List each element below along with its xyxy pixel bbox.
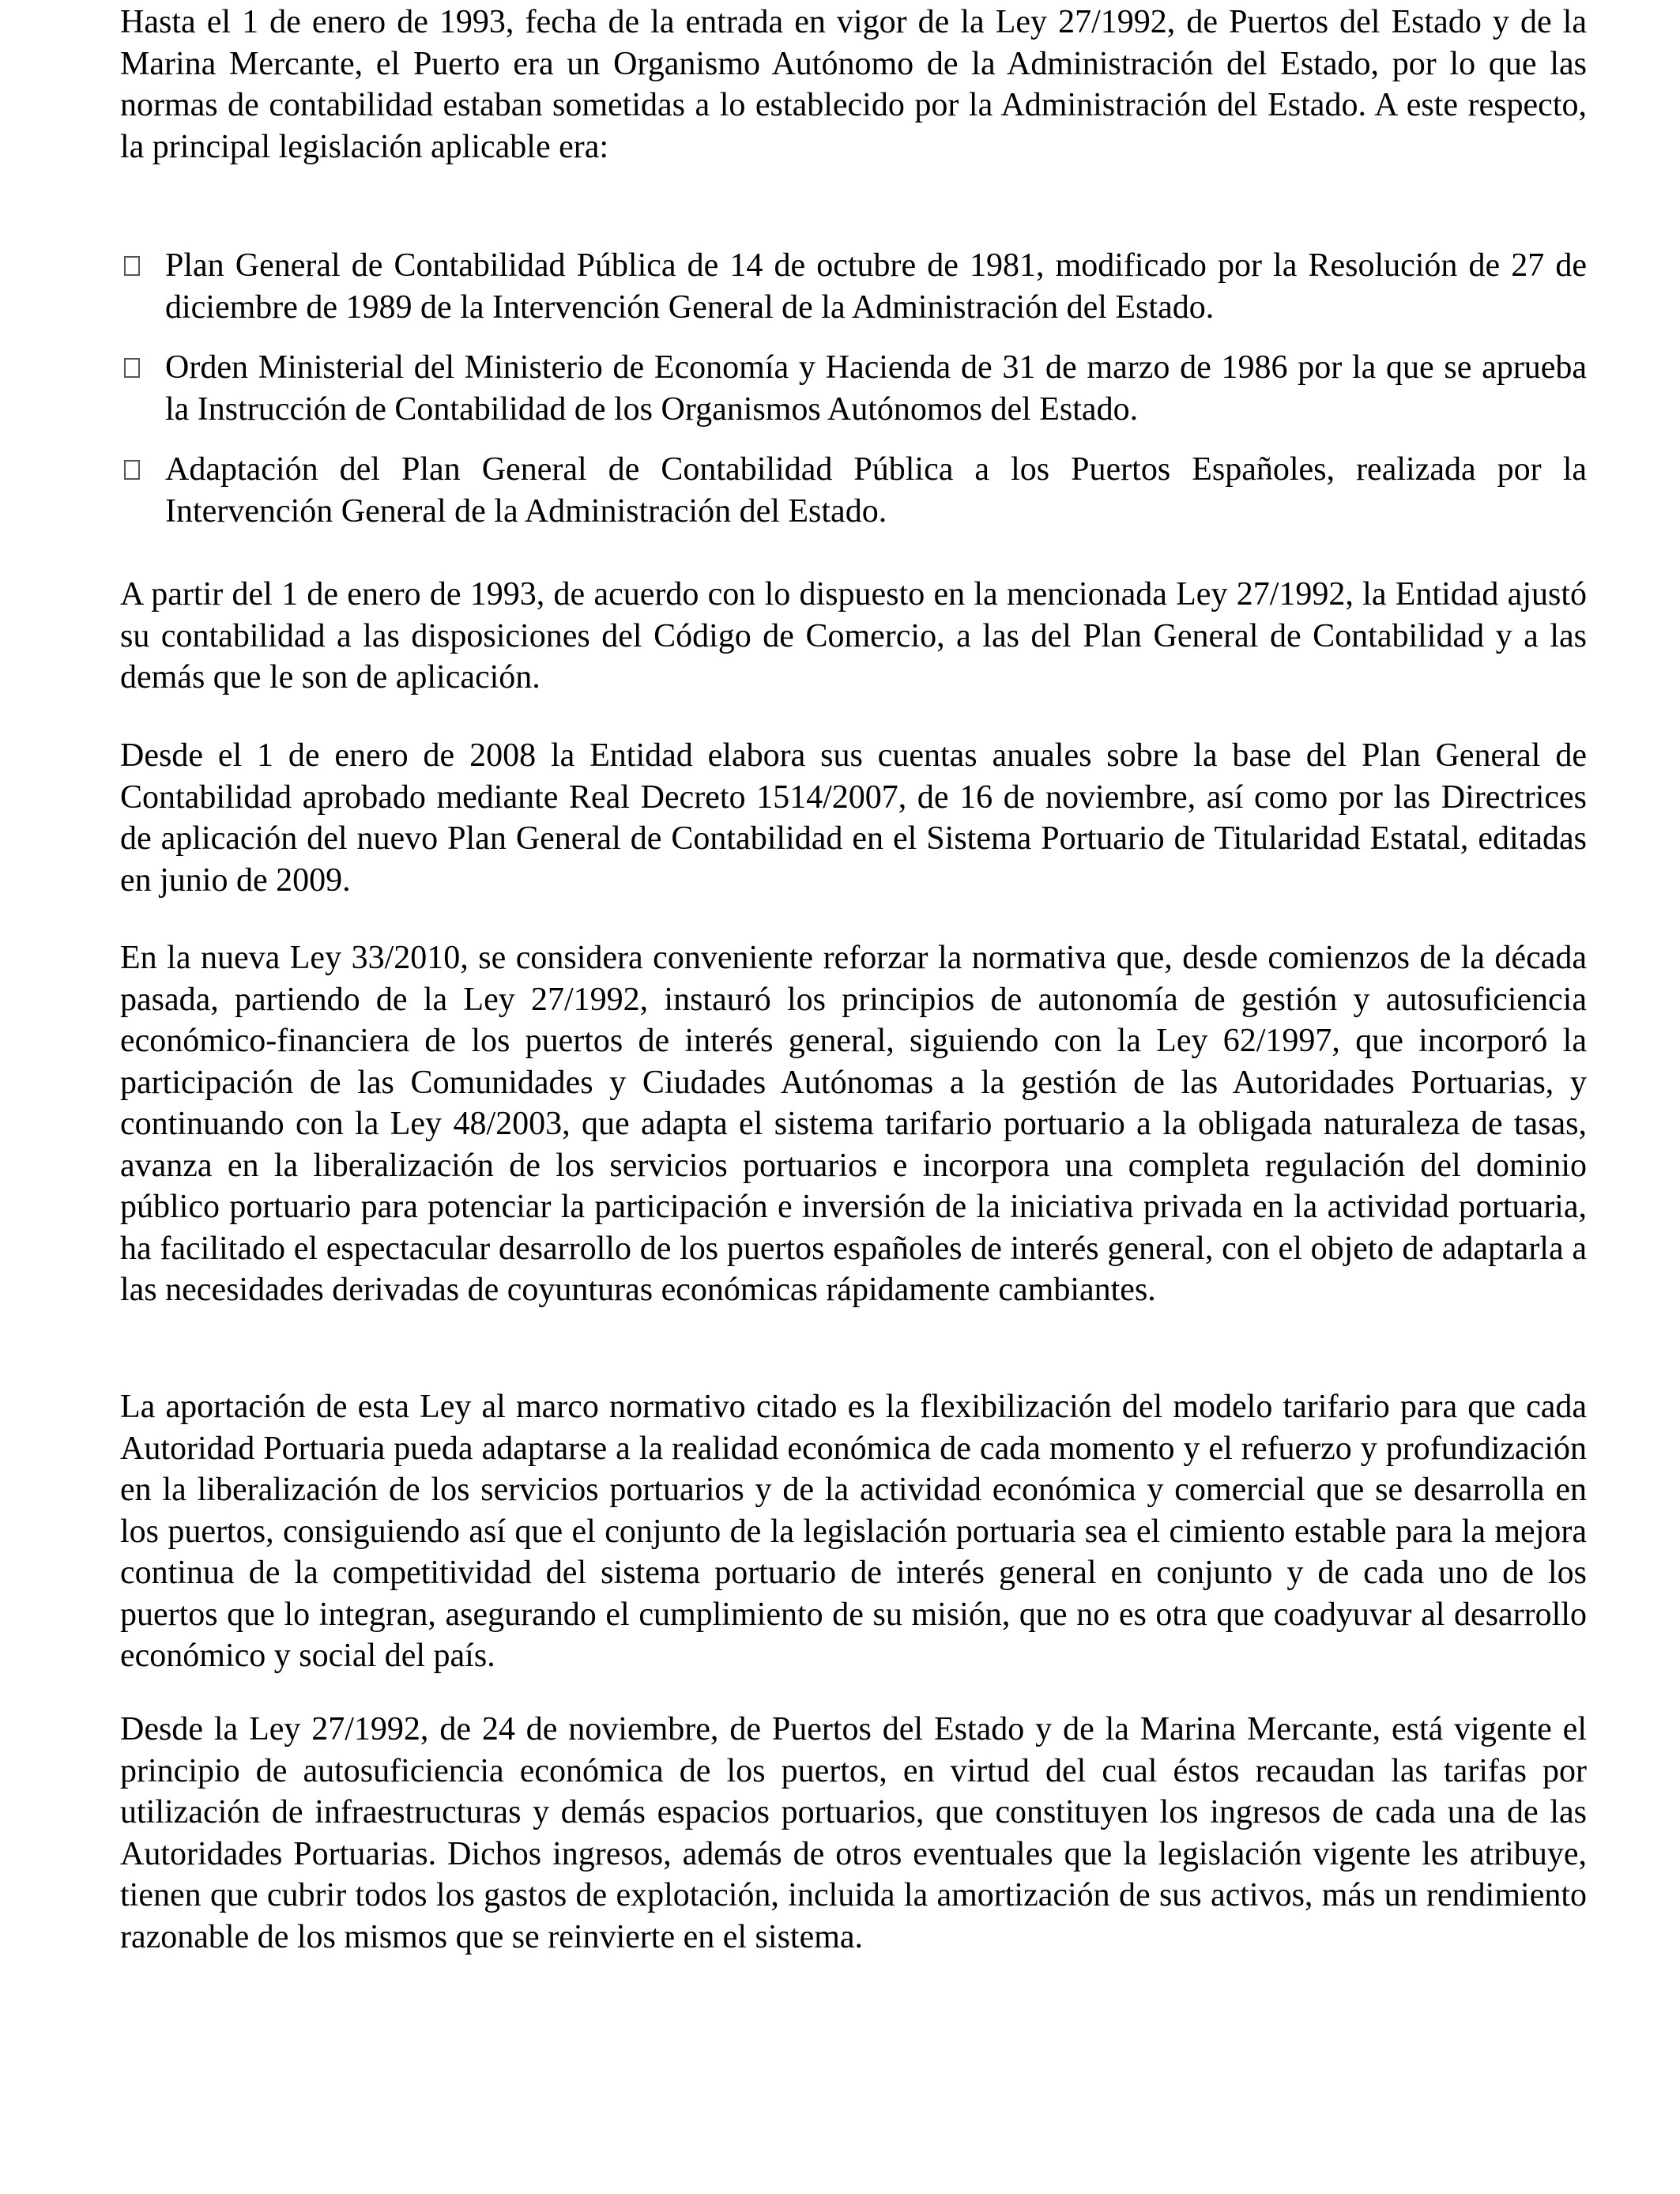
bullet-box-icon [124, 256, 140, 276]
list-item-text: Plan General de Contabilidad Pública de 14 de octubre de 1981, modificado por la Resolución de 27 de diciembre de 1989 de la Intervención General de la Administración del Estado. [165, 247, 1587, 326]
list-item [120, 347, 1587, 430]
paragraph-self-sufficiency: Desde la Ley 27/1992, de 24 de noviembre, de Puertos del Estado y de la Marina Mercante, está vigente el principio de autosuficiencia económica de los puertos, en virtud del cual éstos recaudan las tarifas por utilización de infraestructuras y demás espacios portuarios, que constituyen los ingresos de cada una de las Autoridades Portuarias. Dichos ingresos, además de otros eventuales que la legislación vigente les atribuye, tienen que cubrir todos los gastos de explotación, incluida la amortización de sus activos, más un rendimiento razonable de los mismos que se reinvierte en el sistema. [120, 1711, 1587, 1955]
paragraph-1993-adjustment: A partir del 1 de enero de 1993, de acuerdo con lo dispuesto en la mencionada Ley 27/1992, la Entidad ajustó su contabilidad a las disposiciones del Código de Comercio, a las del Plan General de Contabilidad y a las demás que le son de aplicación. [120, 576, 1587, 696]
list-item-text: Adaptación del Plan General de Contabilidad Pública a los Puertos Españoles, realizada por la Intervención General de la Administración del Estado. [165, 451, 1587, 530]
list-item [120, 449, 1587, 532]
paragraph-ley-contribution: La aportación de esta Ley al marco normativo citado es la flexibilización del modelo tarifario para que cada Autoridad Portuaria pueda adaptarse a la realidad económica de cada momento y el refuerzo y profundización en la liberalización de los servicios portuarios y de la actividad económica y comercial que se desarrolla en los puertos, consiguiendo así que el conjunto de la legislación portuaria sea el cimiento estable para la mejora continua de la competitividad del sistema portuario de interés general en conjunto y de cada uno de los puertos que lo integran, asegurando el cumplimiento de su misión, que no es otra que coadyuvar al desarrollo económico y social del país. [120, 1389, 1587, 1674]
legislation-list [120, 245, 1587, 551]
bullet-box-icon [124, 460, 140, 480]
list-item [120, 245, 1587, 328]
intro-paragraph: Hasta el 1 de enero de 1993, fecha de la entrada en vigor de la Ley 27/1992, de Puertos del Estado y de la Marina Mercante, el Puerto era un Organismo Autónomo de la Administración del Estado, por lo que las normas de contabilidad estaban sometidas a lo establecido por la Administración del Estado. A este respecto, la principal legislación aplicable era: [120, 4, 1587, 165]
bullet-box-icon [124, 358, 140, 378]
paragraph-2008-accounts: Desde el 1 de enero de 2008 la Entidad elabora sus cuentas anuales sobre la base del Plan General de Contabilidad aprobado mediante Real Decreto 1514/2007, de 16 de noviembre, así como por las Directrices de aplicación del nuevo Plan General de Contabilidad en el Sistema Portuario de Titularidad Estatal, editadas en junio de 2009. [120, 737, 1587, 899]
paragraph-ley-33-2010: En la nueva Ley 33/2010, se considera conveniente reforzar la normativa que, desde comienzos de la década pasada, partiendo de la Ley 27/1992, instauró los principios de autonomía de gestión y autosuficiencia económico-financiera de los puertos de interés general, siguiendo con la Ley 62/1997, que incorporó la participación de las Comunidades y Ciudades Autónomas a la gestión de las Autoridades Portuarias, y continuando con la Ley 48/2003, que adapta el sistema tarifario portuario a la obligada naturaleza de tasas, avanza en la liberalización de los servicios portuarios e incorpora una completa regulación del dominio público portuario para potenciar la participación e inversión de la iniciativa privada en la actividad portuaria, ha facilitado el espectacular desarrollo de los puertos españoles de interés general, con el objeto de adaptarla a las necesidades derivadas de coyunturas económicas rápidamente cambiantes. [120, 940, 1587, 1308]
list-item-text: Orden Ministerial del Ministerio de Economía y Hacienda de 31 de marzo de 1986 por la que se aprueba la Instrucción de Contabilidad de los Organismos Autónomos del Estado. [165, 349, 1587, 428]
